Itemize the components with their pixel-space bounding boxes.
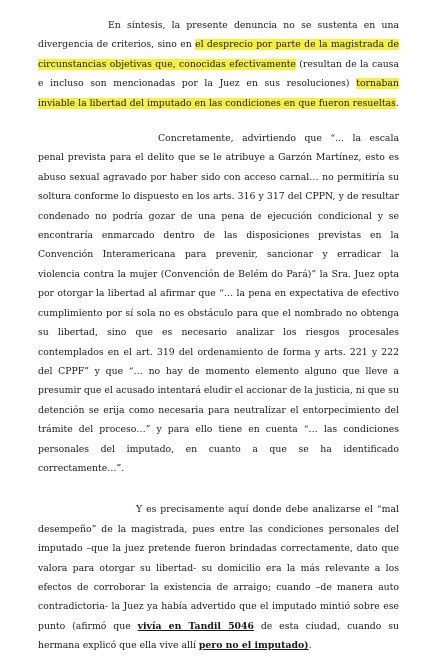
text-span: . <box>395 97 399 109</box>
paragraph-bad-performance <box>38 500 399 655</box>
paragraph-concretely: Concretamente, advirtiendo que “... la escala penal prevista para el delito que se le atribuye a Garzón Martínez, esto es abuso sexual agravado por haber sido con acceso carnal… no permitiría su soltura conforme lo dispuesto en los arts. 316 y 317 del CPPN, y de resultar condenado no podría gozar de una pena de ejecución condicional y se encontraría enmarcado dentro de las disposiciones previstas en la Convención Interamericana para prevenir, sancionar y erradicar la violencia contra la mujer (Convención de Belém do Pará)” la Sra. Juez opta por otorgar la libertad al afirmar que “… la pena en expectativa de efectivo cumplimiento por sí sola no es obstáculo para que el nombrado no obtenga su libertad, sino que es necesario analizar los riesgos procesales contemplados en el art. 319 del ordenamiento de forma y arts. 221 y 222 del CPPF” y que “… no hay de momento elemento alguno que lleve a presumir que el acusado intentará eludir el accionar de la justicia, ni que su detención se erija como necesaria para neutralizar el entorpecimiento del trámite del proceso…” y para ello tiene en cuenta “… las condiciones personales del imputado, en cuanto a que se ha identificado correctamente…”. <box>38 133 399 474</box>
text-span: Y es precisamente aquí donde debe analizarse el “mal desempeño” de la magistrada, pues entre las condiciones personales del imputado –que la juez pretende fueron brindadas correctamente, dato que valora para otorgar su libertad- su domicilio era la más relevante a los efectos de corroborar la existencia de arraigo; cuando –de manera auto contradictoria- la Juez ya había advertido que el imputado mintió sobre ese punto (afirmó que <box>38 504 399 632</box>
bold-underlined-text: vivía en Tandil 5046 <box>137 620 254 632</box>
paragraph-synthesis <box>38 16 399 113</box>
bold-underlined-text: pero no el imputado) <box>198 640 309 652</box>
text-span: (resultan de la causa e incluso son mencionadas por la Juez en sus resoluciones) <box>38 58 399 90</box>
highlighted-text: tornaban inviable la libertad del imputado en las condiciones en que fueron resueltas <box>38 78 399 109</box>
text-span: . <box>308 640 312 652</box>
text-span: En síntesis, la presente denuncia no se sustenta en una divergencia de criterios, sino en <box>38 20 399 51</box>
highlighted-text: el desprecio por parte de la magistrada de circunstancias objetivas que, conocidas efectivamente <box>38 39 399 70</box>
text-span: de esta ciudad, cuando su hermana explicó que ella vive allí <box>38 620 400 652</box>
